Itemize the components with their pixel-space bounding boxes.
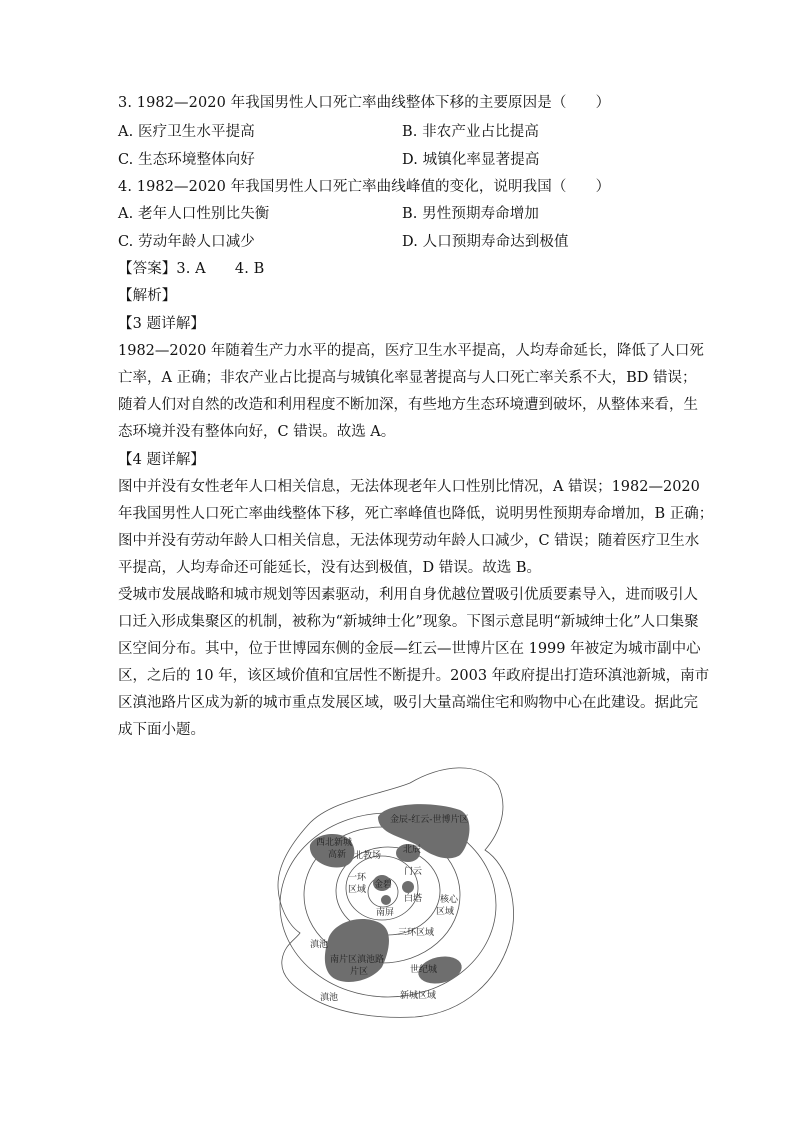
q4-option-d: D. 人口预期寿命达到极值 (402, 234, 569, 250)
label-dianchi-bottom: 滇池 (320, 993, 339, 1003)
nanping-cluster (381, 895, 391, 905)
label-baita: 白塔 (404, 894, 423, 904)
label-beijiaochang: 北教场 (354, 851, 382, 861)
label-huancheng: 门云 (404, 867, 423, 877)
q4-option-c: C. 劳动年龄人口减少 (118, 234, 255, 250)
intro-line: 区滇池路片区成为新的城市重点发展区域，吸引大量高端住宅和购物中心在此建设。据此完 (118, 695, 698, 711)
label-jinchen: 金辰-红云-世博片区 (390, 815, 469, 825)
q3-option-d: D. 城镇化率显著提高 (402, 152, 540, 168)
intro-line: 受城市发展战略和城市规划等因素驱动，利用自身优越位置吸引优质要素导入，进而吸引人 (118, 587, 698, 603)
q4-detail-line: 平提高，人均寿命还可能延长，没有达到极值，D 错误。故选 B。 (118, 560, 541, 576)
outer-boundary (278, 768, 514, 1018)
baita-cluster (402, 881, 414, 893)
label-gaoxin: 高新 (328, 850, 347, 860)
label-hexin2: 区域 (436, 907, 455, 917)
q3-detail-line: 随着人们对自然的改造和利用程度不断加深，有些地方生态环境遭到破坏，从整体来看，生 (118, 397, 698, 413)
q3-detail-line: 态环境并没有整体向好，C 错误。故选 A。 (118, 424, 396, 440)
q3-detail-line: 亡率，A 正确；非农产业占比提高与城镇化率显著提高与人口死亡率关系不大，BD 错误； (118, 370, 697, 386)
q4-detail-line: 图中并没有劳动年龄人口相关信息，无法体现劳动年龄人口减少，C 错误；随着医疗卫生水 (118, 533, 700, 549)
q3-option-a: A. 医疗卫生水平提高 (118, 124, 255, 140)
label-dianchi-top: 滇池 (310, 940, 329, 950)
q3-detail-line: 1982—2020 年随着生产力水平的提高，医疗卫生水平提高，人均寿命延长，降低了人口死 (118, 343, 704, 359)
label-jinbi: 金碧 (374, 880, 393, 890)
label-nanping: 南屏 (376, 908, 395, 918)
q3-option-b: B. 非农产业占比提高 (402, 124, 539, 140)
analysis-title: 【解析】 (118, 288, 177, 304)
label-xincheng: 新城区域 (400, 991, 437, 1001)
label-hexin: 核心 (440, 895, 459, 905)
intro-line: 口迁入形成集聚区的机制，被称为“新城绅士化”现象。下图示意昆明“新城绅士化”人口集聚 (118, 614, 699, 630)
q4-detail-line: 图中并没有女性老年人口相关信息，无法体现老年人口性别比情况，A 错误；1982—2020 (118, 479, 700, 495)
label-xibei: 西北新城 (316, 838, 353, 848)
answer-line: 【答案】3. A 4. B (118, 261, 265, 277)
q3-stem: 3. 1982—2020 年我国男性人口死亡率曲线整体下移的主要原因是（ ） (118, 95, 611, 111)
intro-line: 区，之后的 10 年，该区域价值和宜居性不断提升。2003 年政府提出打造环滇池新城，南市 (118, 668, 710, 684)
q3-option-c: C. 生态环境整体向好 (118, 152, 255, 168)
q3-detail-title: 【3 题详解】 (118, 316, 206, 332)
label-nanshi2: 片区 (350, 967, 369, 977)
label-shijicheng: 世纪城 (410, 965, 438, 975)
label-nanshi: 南片区滇池路 (330, 955, 385, 965)
q4-option-b: B. 男性预期寿命增加 (402, 206, 539, 222)
intro-line: 区空间分布。其中，位于世博园东侧的金辰—红云—世博片区在 1999 年被定为城市副中心 (118, 641, 701, 657)
q4-option-a: A. 老年人口性别比失衡 (118, 206, 270, 222)
kunming-gentrification-map (270, 755, 520, 1020)
label-beichen: 北辰 (403, 845, 422, 855)
q4-stem: 4. 1982—2020 年我国男性人口死亡率曲线峰值的变化，说明我国（ ） (118, 179, 611, 195)
jinchen-cluster (378, 804, 469, 858)
label-sanhuan: 三环区域 (398, 928, 435, 938)
label-yihuan2: 区域 (348, 885, 367, 895)
q4-detail-line: 年我国男性人口死亡率曲线整体下移，死亡率峰值也降低，说明男性预期寿命增加，B 正确； (118, 506, 714, 522)
label-yihuan: 一环 (348, 873, 367, 883)
intro-line: 成下面小题。 (118, 722, 205, 738)
q4-detail-title: 【4 题详解】 (118, 452, 206, 468)
